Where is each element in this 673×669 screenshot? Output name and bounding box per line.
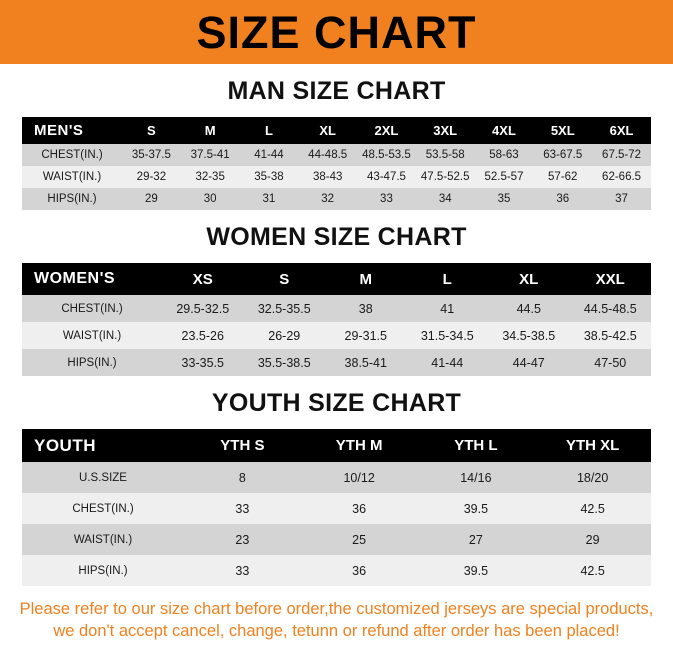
table-man-cell-1-8: 62-66.5: [592, 166, 651, 188]
table-header-row: [22, 263, 651, 295]
table-man-cell-2-7: 36: [533, 188, 592, 210]
table-man-cell-1-6: 52.5-57: [475, 166, 534, 188]
table-man-cell-1-7: 57-62: [533, 166, 592, 188]
table-row: [22, 322, 651, 349]
table-youth-size-1: YTH M: [301, 429, 418, 462]
table-row: [22, 144, 651, 166]
table-youth-cell-1-2: 39.5: [418, 493, 535, 524]
footer-note-line-2: we don't accept cancel, change, tetunn or refund after order has been placed!: [53, 622, 620, 641]
table-youth-body: [22, 462, 651, 586]
table-man-size-2: L: [240, 117, 299, 144]
table-row: [22, 295, 651, 322]
table-row: [22, 555, 651, 586]
table-youth-cell-2-1: 25: [301, 524, 418, 555]
table-man-cell-2-6: 35: [475, 188, 534, 210]
table-women-cell-1-1: 26-29: [244, 322, 326, 349]
table-women-cell-1-3: 31.5-34.5: [407, 322, 489, 349]
table-row: [22, 188, 651, 210]
table-women-cell-2-5: 47-50: [570, 349, 652, 376]
table-man-size-8: 6XL: [592, 117, 651, 144]
footer-note-line-1: Please refer to our size chart before order,the customized jerseys are special products,: [19, 600, 654, 618]
table-man-cell-0-7: 63-67.5: [533, 144, 592, 166]
footer-note: [0, 598, 673, 643]
table-man-head: [22, 117, 651, 144]
table-youth-cell-2-0: 23: [184, 524, 301, 555]
table-women-cell-0-3: 41: [407, 295, 489, 322]
table-header-row: [22, 429, 651, 462]
table-youth-cell-1-1: 36: [301, 493, 418, 524]
table-man-body: [22, 144, 651, 210]
table-women-cell-2-1: 35.5-38.5: [244, 349, 326, 376]
table-youth-cell-3-1: 36: [301, 555, 418, 586]
table-man-size-0: S: [122, 117, 181, 144]
table-women-row-1-label: WAIST(IN.): [22, 322, 162, 349]
table-man-size-3: XL: [298, 117, 357, 144]
table-youth-cell-0-3: 18/20: [534, 462, 651, 493]
table-youth-corner-label: YOUTH: [22, 429, 184, 462]
table-youth: [22, 429, 651, 586]
table-man-cell-1-0: 29-32: [122, 166, 181, 188]
table-youth-cell-1-3: 42.5: [534, 493, 651, 524]
table-man-size-6: 4XL: [475, 117, 534, 144]
table-youth-cell-0-0: 8: [184, 462, 301, 493]
table-women-cell-0-5: 44.5-48.5: [570, 295, 652, 322]
table-women-size-2: M: [325, 263, 407, 295]
table-man-cell-1-5: 47.5-52.5: [416, 166, 475, 188]
table-man-cell-1-2: 35-38: [240, 166, 299, 188]
table-women-cell-1-4: 34.5-38.5: [488, 322, 570, 349]
table-row: [22, 462, 651, 493]
table-youth-row-1-label: CHEST(IN.): [22, 493, 184, 524]
table-man-cell-0-3: 44-48.5: [298, 144, 357, 166]
table-women-cell-0-4: 44.5: [488, 295, 570, 322]
table-youth-head: [22, 429, 651, 462]
table-women-body: [22, 295, 651, 376]
table-man-cell-2-1: 30: [181, 188, 240, 210]
header-banner: [0, 0, 673, 64]
section-man: [0, 77, 673, 210]
table-row: [22, 524, 651, 555]
table-women-corner-label: WOMEN'S: [22, 263, 162, 295]
table-man-size-5: 3XL: [416, 117, 475, 144]
table-man-row-0-label: CHEST(IN.): [22, 144, 122, 166]
table-man-cell-0-1: 37.5-41: [181, 144, 240, 166]
table-youth-size-3: YTH XL: [534, 429, 651, 462]
table-women-size-5: XXL: [570, 263, 652, 295]
table-women-size-3: L: [407, 263, 489, 295]
table-youth-cell-2-3: 29: [534, 524, 651, 555]
table-man-cell-0-6: 58-63: [475, 144, 534, 166]
table-women-row-0-label: CHEST(IN.): [22, 295, 162, 322]
table-man-row-2-label: HIPS(IN.): [22, 188, 122, 210]
table-youth-cell-2-2: 27: [418, 524, 535, 555]
table-women-cell-1-2: 29-31.5: [325, 322, 407, 349]
table-row: [22, 166, 651, 188]
table-youth-cell-1-0: 33: [184, 493, 301, 524]
table-youth-row-3-label: HIPS(IN.): [22, 555, 184, 586]
table-man-cell-2-4: 33: [357, 188, 416, 210]
table-man-size-1: M: [181, 117, 240, 144]
table-youth-size-2: YTH L: [418, 429, 535, 462]
table-man-size-4: 2XL: [357, 117, 416, 144]
table-man-cell-1-1: 32-35: [181, 166, 240, 188]
table-women-cell-0-2: 38: [325, 295, 407, 322]
section-women: [0, 223, 673, 376]
table-women-cell-1-5: 38.5-42.5: [570, 322, 652, 349]
table-women: [22, 263, 651, 376]
table-women-size-4: XL: [488, 263, 570, 295]
table-youth-row-2-label: WAIST(IN.): [22, 524, 184, 555]
table-women-cell-0-1: 32.5-35.5: [244, 295, 326, 322]
table-youth-row-0-label: U.S.SIZE: [22, 462, 184, 493]
table-man-cell-2-8: 37: [592, 188, 651, 210]
table-man-cell-0-5: 53.5-58: [416, 144, 475, 166]
table-man-cell-1-4: 43-47.5: [357, 166, 416, 188]
table-youth-size-0: YTH S: [184, 429, 301, 462]
table-man: [22, 117, 651, 210]
table-man-cell-2-0: 29: [122, 188, 181, 210]
table-man-corner-label: MEN'S: [22, 117, 122, 144]
table-man-cell-2-3: 32: [298, 188, 357, 210]
table-youth-cell-0-1: 10/12: [301, 462, 418, 493]
table-man-cell-2-2: 31: [240, 188, 299, 210]
table-man-row-1-label: WAIST(IN.): [22, 166, 122, 188]
table-women-cell-2-2: 38.5-41: [325, 349, 407, 376]
page-title: SIZE CHART: [196, 6, 477, 58]
table-man-cell-1-3: 38-43: [298, 166, 357, 188]
table-women-cell-1-0: 23.5-26: [162, 322, 244, 349]
table-youth-cell-3-2: 39.5: [418, 555, 535, 586]
section-title-women: WOMEN SIZE CHART: [206, 223, 467, 251]
table-women-cell-2-3: 41-44: [407, 349, 489, 376]
table-women-cell-2-4: 44-47: [488, 349, 570, 376]
table-women-size-0: XS: [162, 263, 244, 295]
section-youth: [0, 389, 673, 586]
section-title-youth: YOUTH SIZE CHART: [211, 389, 462, 417]
table-header-row: [22, 117, 651, 144]
table-youth-cell-3-3: 42.5: [534, 555, 651, 586]
table-row: [22, 493, 651, 524]
table-women-cell-2-0: 33-35.5: [162, 349, 244, 376]
section-title-man: MAN SIZE CHART: [227, 77, 446, 105]
table-row: [22, 349, 651, 376]
table-women-cell-0-0: 29.5-32.5: [162, 295, 244, 322]
table-women-row-2-label: HIPS(IN.): [22, 349, 162, 376]
table-man-cell-0-4: 48.5-53.5: [357, 144, 416, 166]
table-women-head: [22, 263, 651, 295]
table-man-cell-0-0: 35-37.5: [122, 144, 181, 166]
table-man-size-7: 5XL: [533, 117, 592, 144]
table-man-cell-2-5: 34: [416, 188, 475, 210]
table-youth-cell-0-2: 14/16: [418, 462, 535, 493]
table-women-size-1: S: [244, 263, 326, 295]
table-youth-cell-3-0: 33: [184, 555, 301, 586]
table-man-cell-0-8: 67.5-72: [592, 144, 651, 166]
table-man-cell-0-2: 41-44: [240, 144, 299, 166]
